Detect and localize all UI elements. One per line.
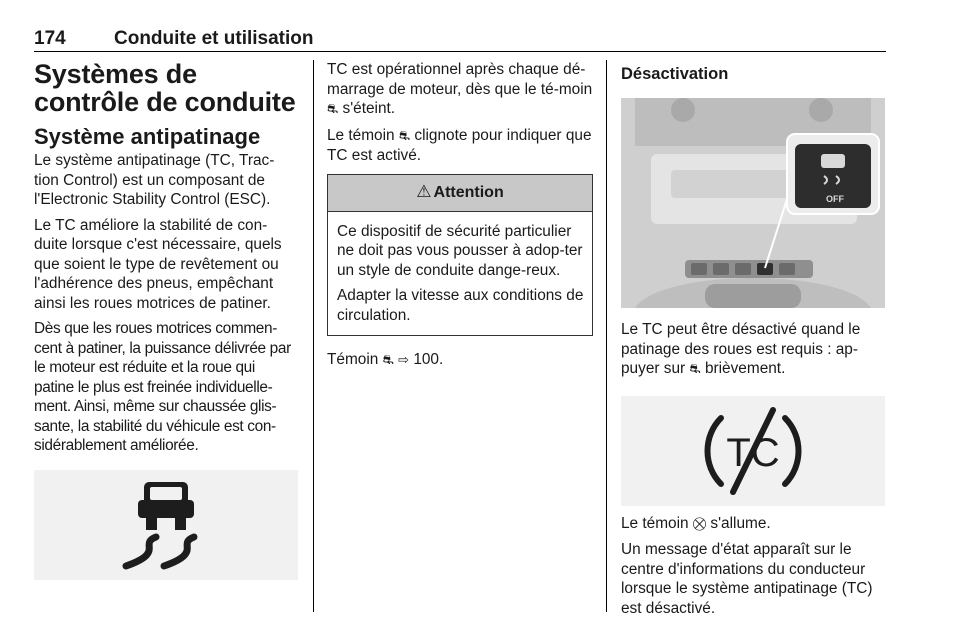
traction-control-icon: ⛐ [689, 362, 701, 377]
subheading: Désactivation [621, 65, 729, 83]
section-title: Systèmes de contrôle de conduite [34, 59, 296, 117]
tc-text: TC [726, 430, 780, 475]
column-middle [327, 60, 593, 377]
attention-text: Ce dispositif de sécurité particulier ne doit pas vous pousser à adop-ter un style de conduite dange-reux. [337, 222, 583, 279]
page-number: 174 [34, 28, 66, 49]
chapter-title: Conduite et utilisation [114, 28, 314, 49]
attention-box [327, 174, 593, 337]
column-left [34, 60, 298, 580]
header-divider [34, 51, 886, 52]
attention-text: Adapter la vitesse aux conditions de circulation. [337, 287, 584, 324]
traction-control-icon: ⛐ [327, 102, 339, 117]
tc-off-icon: ⛒ [692, 516, 707, 532]
traction-control-icon: ⛐ [382, 353, 394, 368]
paragraph: TC est opérationnel après chaque dé-marrage de moteur, dès que le té-moin ⛐ s'éteint. [327, 61, 593, 117]
paragraph: Le témoin ⛒ s'allume. [621, 514, 771, 532]
attention-header: ⚠ Attention [328, 175, 592, 212]
paragraph: Le système antipatinage (TC, Trac-tion Control) est un composant de l'Electronic Stability Control (ESC). [34, 152, 275, 208]
paragraph: Le témoin ⛐ clignote pour indiquer que TC est activé. [327, 126, 592, 164]
subsection-title: Système antipatinage [34, 124, 261, 149]
traction-control-warning-icon [34, 470, 298, 580]
paragraph: Le TC peut être désactivé quand le patinage des roues est requis : ap-puyer sur ⛐ brièvement. [621, 321, 861, 377]
column-divider [313, 60, 314, 612]
column-divider [606, 60, 607, 612]
center-console-photo [621, 98, 885, 308]
column-right [621, 60, 885, 624]
page-header [34, 28, 886, 52]
paragraph: Un message d'état apparaît sur le centre d'informations du conducteur lorsque le système antipatinage (TC) est désactivé. [621, 541, 873, 617]
off-button-label: OFF [826, 194, 844, 204]
traction-control-icon: ⛐ [398, 128, 411, 144]
warning-triangle-icon: ⚠ [416, 181, 432, 202]
paragraph: Dès que les roues motrices commen-cent à patiner, la puissance délivrée par le moteur est réduite et la roue qui patine le plus est freinée individuelle-ment. Ainsi, même sur chaussée glis-sante, la stabilité du véhicule est con-sidérablement améliorée. [34, 320, 291, 454]
paragraph: Le TC améliore la stabilité de con-duite lorsque c'est nécessaire, quels que soient le type de revêtement ou l'adhérence des pneus, empêchant ainsi les roues motrices de patiner. [34, 216, 282, 312]
tc-off-figure [621, 396, 885, 506]
cross-reference[interactable]: Témoin ⛐ ⇨ 100. [327, 351, 444, 368]
page-reference-arrow-icon: ⇨ [398, 353, 410, 368]
tc-off-warning-icon [621, 396, 885, 506]
traction-control-figure [34, 470, 298, 580]
console-illustration [621, 98, 885, 308]
